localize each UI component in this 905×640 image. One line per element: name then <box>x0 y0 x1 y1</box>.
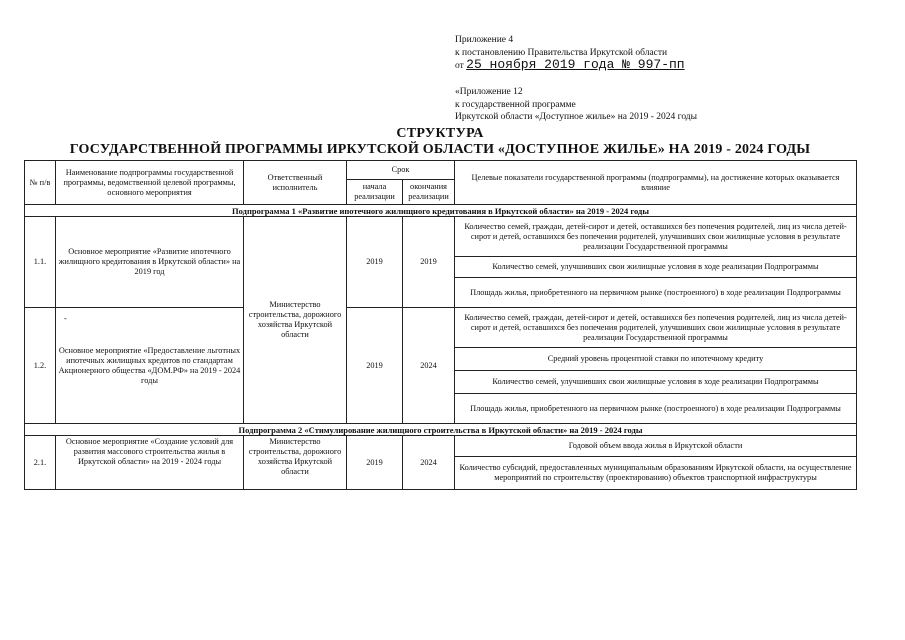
subprogram-row <box>25 205 857 217</box>
col-indicators-header: Целевые показатели государственной программы (подпрограммы), на достижение которых оказывается влияние <box>455 161 857 205</box>
indicator: Количество семей, граждан, детей-сирот и детей, оставшихся без попечения родителей, лиц из числа детей-сирот и детей, оставшихся без попечения родителей, улучшивших свои жилищные условия в результате реализации Государственной программы <box>455 308 857 348</box>
indicator: Количество семей, граждан, детей-сирот и детей, оставшихся без попечения родителей, лиц из числа детей-сирот и детей, оставшихся без попечения родителей, улучшивших свои жилищные условия в результате реализации Государственной программы <box>455 217 857 257</box>
annex-basis: к постановлению Правительства Иркутской области <box>455 47 668 58</box>
row-2-1-num: 2.1. <box>25 436 56 490</box>
row-1-2-start: 2019 <box>347 308 403 424</box>
row-1-1-num: 1.1. <box>25 217 56 308</box>
table-row <box>25 308 857 348</box>
annex2-line1: «Приложение 12 <box>455 87 523 97</box>
col-num-header: № п/в <box>25 161 56 205</box>
annex-reference <box>455 86 697 124</box>
table-row <box>25 436 857 457</box>
doc-subtitle: ГОСУДАРСТВЕННОЙ ПРОГРАММЫ ИРКУТСКОЙ ОБЛАСТИ «ДОСТУПНОЕ ЖИЛЬЕ» НА 2019 - 2024 ГОДЫ <box>69 142 811 157</box>
indicator: Количество семей, улучшивших свои жилищные условия в ходе реализации Подпрограммы <box>455 257 857 278</box>
annex2-line2: к государственной программе <box>455 99 576 110</box>
row-1-2-num: 1.2. <box>25 308 56 424</box>
row-2-1-end: 2024 <box>403 436 455 490</box>
subprogram-row <box>25 424 857 436</box>
annex-decree-date: 25 ноября 2019 года № 997-пп <box>466 57 685 72</box>
annex2-line3: Иркутской области «Доступное жилье» на 2019 - 2024 годы <box>455 112 698 122</box>
subprogram-1-title: Подпрограмма 1 «Развитие ипотечного жилищного кредитования в Иркутской области» на 2019 - 2024 годы <box>25 205 857 217</box>
row-1-1-start: 2019 <box>347 217 403 308</box>
row-1-2-name <box>56 308 244 424</box>
annex-header <box>455 34 685 73</box>
col-start-header: начала реализации <box>347 180 403 205</box>
annex-decree-prefix: от <box>455 61 464 71</box>
annex-number: Приложение 4 <box>455 35 514 45</box>
annex-decree-line <box>455 59 685 73</box>
doc-title: СТРУКТУРА <box>396 126 484 141</box>
indicator: Годовой объем ввода жилья в Иркутской области <box>455 436 857 457</box>
row-1-2-end: 2024 <box>403 308 455 424</box>
col-name-header: Наименование подпрограммы государственной программы, ведомственной целевой программы, основного мероприятия <box>56 161 244 205</box>
indicator: Количество семей, улучшивших свои жилищные условия в ходе реализации Подпрограммы <box>455 371 857 394</box>
indicator: Площадь жилья, приобретенного на первичном рынке (построенного) в ходе реализации Подпрограммы <box>455 394 857 424</box>
col-term-header: Срок <box>347 161 455 180</box>
row-1-2-dash: - <box>64 314 67 323</box>
indicator: Площадь жилья, приобретенного на первичном рынке (построенного) в ходе реализации Подпрограммы <box>455 278 857 308</box>
row-2-1-executor: Министерство строительства, дорожного хозяйства Иркутской области <box>244 436 347 490</box>
row-2-1-start: 2019 <box>347 436 403 490</box>
indicator: Количество субсидий, предоставленных муниципальным образованиям Иркутской области, на осуществление мероприятий по строительству (проектированию) объектов транспортной инфраструктуры <box>455 457 857 490</box>
table-row <box>25 217 857 257</box>
row-1-1-end: 2019 <box>403 217 455 308</box>
subprogram-2-title: Подпрограмма 2 «Стимулирование жилищного строительства в Иркутской области» на 2019 - 2024 годы <box>25 424 857 436</box>
col-executor-header: Ответственный исполнитель <box>244 161 347 205</box>
table-header-row <box>25 161 857 180</box>
row-1-1-name: Основное мероприятие «Развитие ипотечного жилищного кредитования в Иркутской области» на 2019 год <box>56 217 244 308</box>
row-1-2-name-text: Основное мероприятие «Предоставление льготных ипотечных жилищных кредитов по стандартам Акционерного общества «ДОМ.РФ» на 2019 - 2024 годы <box>58 345 241 385</box>
indicator: Средний уровень процентной ставки по ипотечному кредиту <box>455 348 857 371</box>
structure-table <box>24 160 857 490</box>
col-end-header: окончания реализации <box>403 180 455 205</box>
executor-cell: Министерство строительства, дорожного хозяйства Иркутской области <box>244 217 347 424</box>
row-2-1-name: Основное мероприятие «Создание условий для развития массового строительства жилья в Иркутской области» на 2019 - 2024 годы <box>56 436 244 490</box>
